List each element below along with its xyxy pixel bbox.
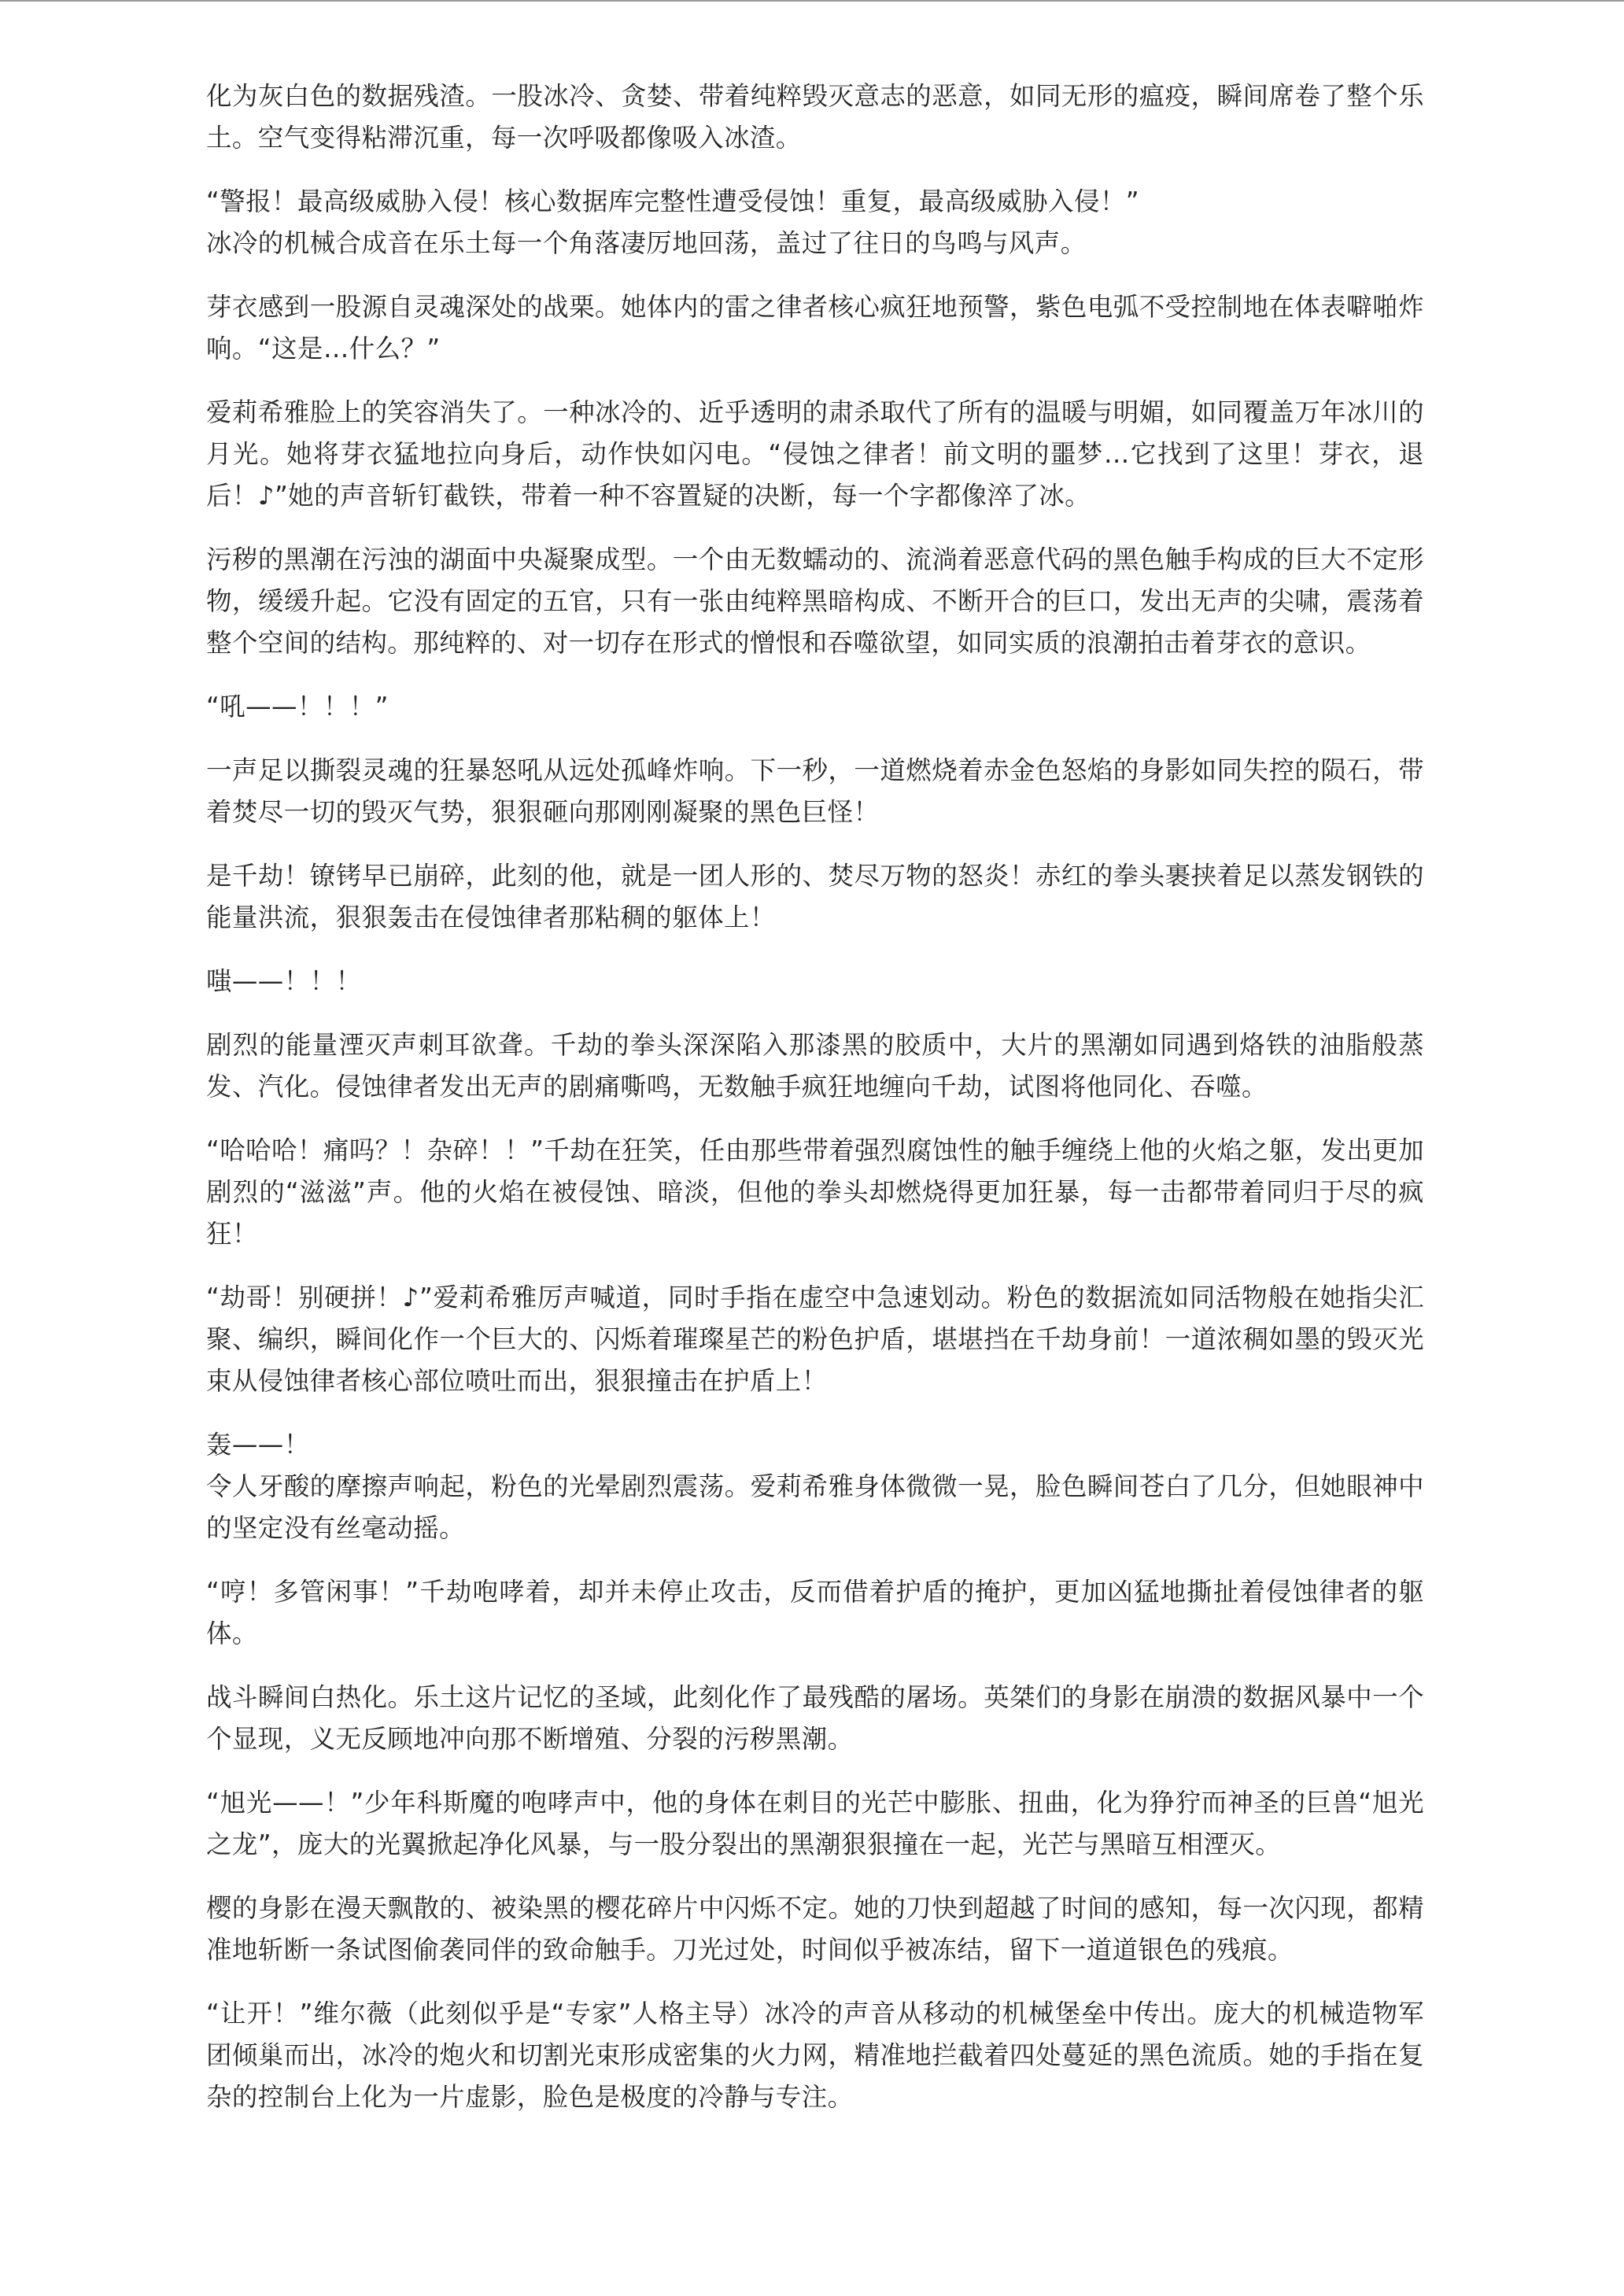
paragraph-black-tide-forms: 污秽的黑潮在污浊的湖面中央凝聚成型。一个由无数蠕动的、流淌着恶意代码的黑色触手构成的巨大不定形物，缓缓升起。它没有固定的五官，只有一张由纯粹黑暗构成、不断开合的巨口，发出无声的尖啸，震荡着整个空间的结构。那纯粹的、对一切存在形式的憎恨和吞噬欲望，如同实质的浪潮拍击着芽衣的意识。 [206,544,1424,658]
paragraph-elysia-warning: 爱莉希雅脸上的笑容消失了。一种冰冷的、近乎透明的肃杀取代了所有的温暖与明媚，如同覆盖万年冰川的月光。她将芽衣猛地拉向身后，动作快如闪电。“侵蚀之律者！前文明的噩梦…它找到了这里！芽衣，退后！♪”她的声音斩钉截铁，带着一种不容置疑的决断，每一个字都像淬了冰。 [206,397,1424,511]
paragraph-energy-annihilation: 剧烈的能量湮灭声刺耳欲聋。千劫的拳头深深陷入那漆黑的胶质中，大片的黑潮如同遇到烙铁的油脂般蒸发、汽化。侵蚀律者发出无声的剧痛嘶鸣，无数触手疯狂地缠向千劫，试图将他同化、吞噬。 [206,1030,1424,1102]
paragraph-sakura-blade: 樱的身影在漫天飘散的、被染黑的樱花碎片中闪烁不定。她的刀快到超越了时间的感知，每一次闪现，都精准地斩断一条试图偷袭同伴的致命触手。刀光过处，时间似乎被冻结，留下一道道银色的残痕。 [206,1893,1424,1965]
paragraph-mei-shiver: 芽衣感到一股源自灵魂深处的战栗。她体内的雷之律者核心疯狂地预警，紫色电弧不受控制地在体表噼啪炸响。“这是…什么？” [206,292,1424,364]
paragraph-shield-shakes: 令人牙酸的摩擦声响起，粉色的光晕剧烈震荡。爱莉希雅身体微微一晃，脸色瞬间苍白了几分，但她眼神中的坚定没有丝毫动摇。 [206,1471,1424,1543]
paragraph-boom: 轰——！ [206,1430,310,1460]
document-page [206,76,1424,2140]
paragraph-kalpas-laughs: “哈哈哈！痛吗？！杂碎！！”千劫在狂笑，任由那些带着强烈腐蚀性的触手缠绕上他的火焰之躯，发出更加剧烈的“滋滋”声。他的火焰在被侵蚀、暗淡，但他的拳头却燃烧得更加狂暴，每一击都带着同归于尽的疯狂！ [206,1135,1424,1249]
paragraph-battle-intensifies: 战斗瞬间白热化。乐土这片记忆的圣域，此刻化作了最残酷的屠场。英桀们的身影在崩溃的数据风暴中一个个显现，义无反顾地冲向那不断增殖、分裂的污秽黑潮。 [206,1682,1424,1754]
paragraph-hiss: 嗤——！！！ [206,966,362,996]
paragraph-alarm-announcement: “警报！最高级威胁入侵！核心数据库完整性遭受侵蚀！重复，最高级威胁入侵！” [206,186,1139,216]
paragraph-kosma-dragon: “旭光——！”少年科斯魔的咆哮声中，他的身体在刺目的光芒中膨胀、扭曲，化为狰狞而神圣的巨兽“旭光之龙”，庞大的光翼掀起净化风暴，与一股分裂出的黑潮狠狠撞在一起，光芒与黑暗互相湮灭。 [206,1788,1424,1859]
paragraph-flaming-figure: 一声足以撕裂灵魂的狂暴怒吼从远处孤峰炸响。下一秒，一道燃烧着赤金色怒焰的身影如同失控的陨石，带着焚尽一切的毁灭气势，狠狠砸向那刚刚凝聚的黑色巨怪！ [206,755,1424,827]
paragraph-kalpas-snarl: “哼！多管闲事！”千劫咆哮着，却并未停止攻击，反而借着护盾的掩护，更加凶猛地撕扯着侵蚀律者的躯体。 [206,1577,1424,1648]
paragraph-elysia-shield: “劫哥！别硬拼！♪”爱莉希雅厉声喊道，同时手指在虚空中急速划动。粉色的数据流如同活物般在她指尖汇聚、编织，瞬间化作一个巨大的、闪烁着璀璨星芒的粉色护盾，堪堪挡在千劫身前！一道浓稠如墨的毁灭光束从侵蚀律者核心部位喷吐而出，狠狠撞击在护盾上！ [206,1283,1424,1396]
paragraph-roar: “吼——！！！” [206,692,389,722]
top-border-line [0,0,1624,2]
paragraph-kalpas-strike: 是千劫！镣铐早已崩碎，此刻的他，就是一团人形的、焚尽万物的怒炎！赤红的拳头裹挟着足以蒸发钢铁的能量洪流，狠狠轰击在侵蚀律者那粘稠的躯体上！ [206,861,1424,932]
paragraph-vill-v-army: “让开！”维尔薇（此刻似乎是“专家”人格主导）冰冷的声音从移动的机械堡垒中传出。庞大的机械造物军团倾巢而出，冰冷的炮火和切割光束形成密集的火力网，精准地拦截着四处蔓延的黑色流质。她的手指在复杂的控制台上化为一片虚影，脸色是极度的冷静与专注。 [206,1999,1424,2112]
paragraph-mechanical-voice: 冰冷的机械合成音在乐土每一个角落凄厉地回荡，盖过了往日的鸟鸣与风声。 [206,228,1087,258]
paragraph-data-residue: 化为灰白色的数据残渣。一股冰冷、贪婪、带着纯粹毁灭意志的恶意，如同无形的瘟疫，瞬间席卷了整个乐土。空气变得粘滞沉重，每一次呼吸都像吸入冰渣。 [206,81,1424,153]
